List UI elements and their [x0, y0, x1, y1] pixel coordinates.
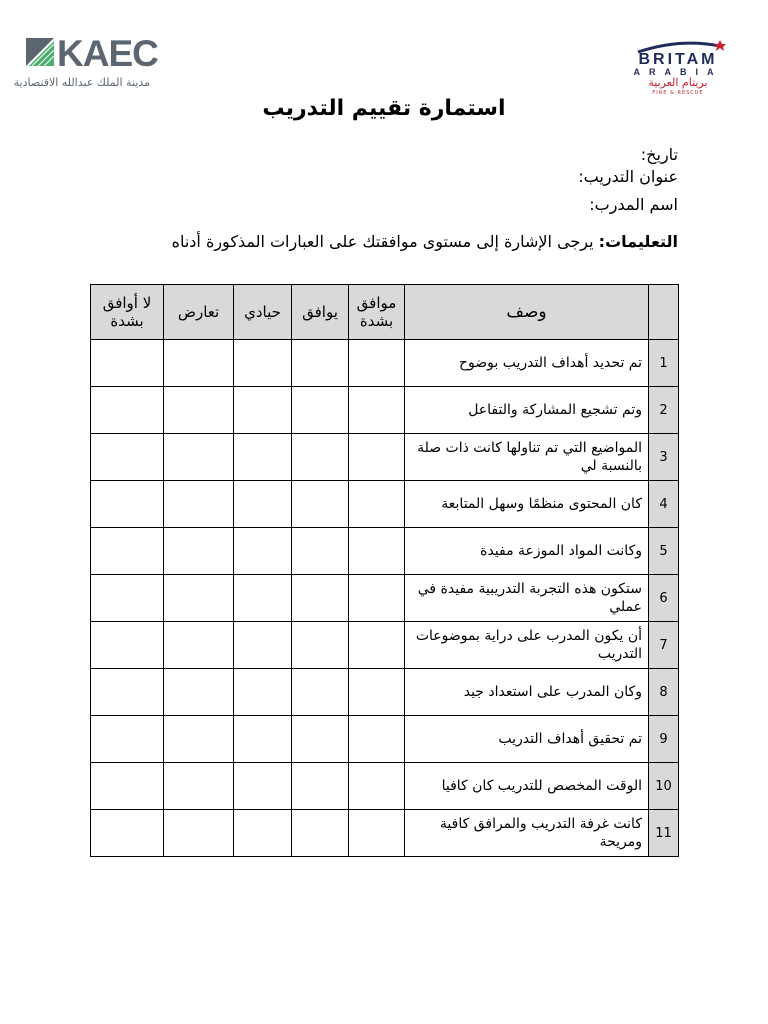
row-description: تم تحديد أهداف التدريب بوضوح	[405, 340, 649, 387]
trainer-name-field: اسم المدرب:	[589, 195, 678, 214]
row-number: 6	[649, 575, 679, 622]
rating-cell-neutral[interactable]	[234, 528, 292, 575]
rating-cell-strongly-agree[interactable]	[349, 669, 405, 716]
row-number: 1	[649, 340, 679, 387]
table-row	[91, 669, 679, 716]
instructions-label: التعليمات:	[598, 232, 678, 251]
rating-cell-agree[interactable]	[292, 387, 349, 434]
header-disagree: تعارض	[164, 285, 234, 340]
rating-cell-agree[interactable]	[292, 481, 349, 528]
row-number: 2	[649, 387, 679, 434]
rating-cell-strongly-agree[interactable]	[349, 434, 405, 481]
table-row	[91, 340, 679, 387]
rating-cell-strongly-disagree[interactable]	[91, 669, 164, 716]
table-row	[91, 622, 679, 669]
table-row	[91, 763, 679, 810]
britam-tagline: FIRE & RESCUE	[652, 90, 704, 96]
rating-cell-agree[interactable]	[292, 528, 349, 575]
evaluation-table	[90, 284, 679, 857]
row-description: وكانت المواد الموزعة مفيدة	[405, 528, 649, 575]
table-row	[91, 810, 679, 857]
rating-cell-strongly-disagree[interactable]	[91, 340, 164, 387]
table-row	[91, 434, 679, 481]
row-number: 8	[649, 669, 679, 716]
rating-cell-agree[interactable]	[292, 340, 349, 387]
rating-cell-strongly-disagree[interactable]	[91, 810, 164, 857]
rating-cell-strongly-agree[interactable]	[349, 810, 405, 857]
instructions-text: يرجى الإشارة إلى مستوى موافقتك على العبارات المذكورة أدناه	[171, 232, 599, 251]
row-description: كانت غرفة التدريب والمرافق كافية ومريحة	[405, 810, 649, 857]
rating-cell-neutral[interactable]	[234, 387, 292, 434]
row-number: 5	[649, 528, 679, 575]
row-number: 10	[649, 763, 679, 810]
rating-cell-strongly-agree[interactable]	[349, 575, 405, 622]
row-description: الوقت المخصص للتدريب كان كافيا	[405, 763, 649, 810]
britam-brand: BRITAM	[638, 51, 718, 68]
rating-cell-neutral[interactable]	[234, 481, 292, 528]
rating-cell-strongly-disagree[interactable]	[91, 763, 164, 810]
row-description: وتم تشجيع المشاركة والتفاعل	[405, 387, 649, 434]
rating-cell-agree[interactable]	[292, 434, 349, 481]
table-row	[91, 481, 679, 528]
rating-cell-agree[interactable]	[292, 622, 349, 669]
rating-cell-neutral[interactable]	[234, 763, 292, 810]
row-number: 7	[649, 622, 679, 669]
rating-cell-disagree[interactable]	[164, 575, 234, 622]
rating-cell-agree[interactable]	[292, 575, 349, 622]
row-description: المواضيع التي تم تناولها كانت ذات صلة بالنسبة لي	[405, 434, 649, 481]
rating-cell-strongly-disagree[interactable]	[91, 434, 164, 481]
rating-cell-disagree[interactable]	[164, 481, 234, 528]
britam-arabic: بريتام العربية	[648, 76, 708, 89]
rating-cell-disagree[interactable]	[164, 387, 234, 434]
table-header-row	[91, 285, 679, 340]
header-description: وصف	[405, 285, 649, 340]
rating-cell-strongly-disagree[interactable]	[91, 575, 164, 622]
rating-cell-disagree[interactable]	[164, 669, 234, 716]
rating-cell-strongly-disagree[interactable]	[91, 481, 164, 528]
row-description: تم تحقيق أهداف التدريب	[405, 716, 649, 763]
header-strongly-agree: موافق بشدة	[349, 285, 405, 340]
row-number: 11	[649, 810, 679, 857]
row-number: 3	[649, 434, 679, 481]
rating-cell-strongly-agree[interactable]	[349, 528, 405, 575]
table-row	[91, 528, 679, 575]
rating-cell-disagree[interactable]	[164, 434, 234, 481]
kaec-wordmark: KAEC	[57, 33, 158, 74]
rating-cell-disagree[interactable]	[164, 716, 234, 763]
rating-cell-disagree[interactable]	[164, 528, 234, 575]
rating-cell-disagree[interactable]	[164, 622, 234, 669]
row-description: أن يكون المدرب على دراية بموضوعات التدريب	[405, 622, 649, 669]
row-number: 9	[649, 716, 679, 763]
rating-cell-agree[interactable]	[292, 716, 349, 763]
rating-cell-neutral[interactable]	[234, 622, 292, 669]
britam-brand-line2: ARABIA	[633, 67, 723, 77]
table-row	[91, 716, 679, 763]
table-row	[91, 387, 679, 434]
rating-cell-strongly-agree[interactable]	[349, 763, 405, 810]
row-description: وكان المدرب على استعداد جيد	[405, 669, 649, 716]
rating-cell-neutral[interactable]	[234, 434, 292, 481]
rating-cell-neutral[interactable]	[234, 716, 292, 763]
rating-cell-strongly-disagree[interactable]	[91, 622, 164, 669]
rating-cell-strongly-agree[interactable]	[349, 716, 405, 763]
kaec-subtitle: مدينة الملك عبدالله الاقتصادية	[13, 76, 150, 89]
rating-cell-agree[interactable]	[292, 669, 349, 716]
header-agree: يوافق	[292, 285, 349, 340]
rating-cell-neutral[interactable]	[234, 669, 292, 716]
page-title: استمارة تقييم التدريب	[262, 96, 506, 121]
table-row	[91, 575, 679, 622]
rating-cell-neutral[interactable]	[234, 575, 292, 622]
row-number: 4	[649, 481, 679, 528]
rating-cell-strongly-agree[interactable]	[349, 340, 405, 387]
rating-cell-strongly-agree[interactable]	[349, 481, 405, 528]
rating-cell-disagree[interactable]	[164, 763, 234, 810]
rating-cell-strongly-disagree[interactable]	[91, 528, 164, 575]
rating-cell-neutral[interactable]	[234, 810, 292, 857]
row-description: ستكون هذه التجربة التدريبية مفيدة في عملي	[405, 575, 649, 622]
rating-cell-strongly-disagree[interactable]	[91, 716, 164, 763]
row-description: كان المحتوى منظمًا وسهل المتابعة	[405, 481, 649, 528]
header-strongly-disagree: لا أوافق بشدة	[91, 285, 164, 340]
rating-cell-strongly-agree[interactable]	[349, 387, 405, 434]
rating-cell-strongly-disagree[interactable]	[91, 387, 164, 434]
date-field: تاريخ:	[640, 145, 678, 164]
rating-cell-agree[interactable]	[292, 763, 349, 810]
kaec-logo	[13, 33, 158, 96]
header-number	[649, 285, 679, 340]
rating-cell-neutral[interactable]	[234, 340, 292, 387]
rating-cell-disagree[interactable]	[164, 810, 234, 857]
rating-cell-strongly-agree[interactable]	[349, 622, 405, 669]
rating-cell-disagree[interactable]	[164, 340, 234, 387]
instructions	[172, 230, 678, 254]
training-title-field: عنوان التدريب:	[578, 167, 678, 186]
rating-cell-agree[interactable]	[292, 810, 349, 857]
header-neutral: حيادي	[234, 285, 292, 340]
kaec-mark-icon	[26, 38, 54, 66]
britam-logo	[626, 38, 730, 100]
